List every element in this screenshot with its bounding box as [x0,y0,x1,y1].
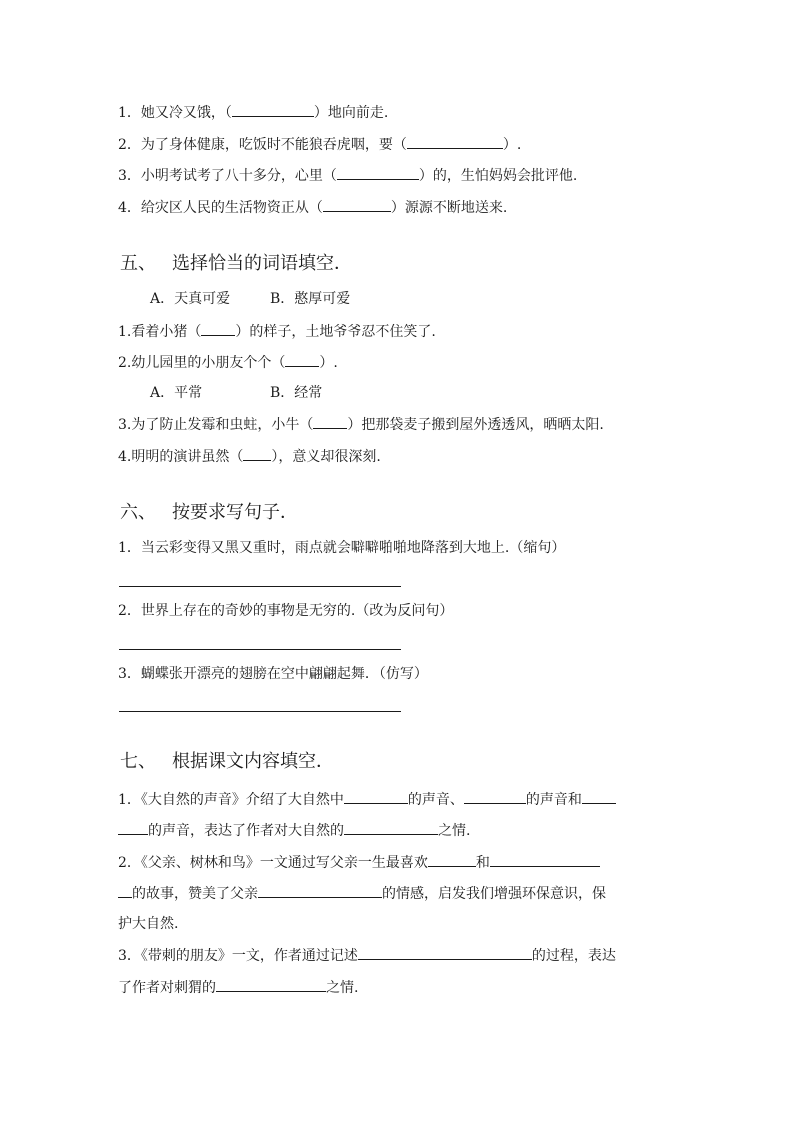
answer-blank[interactable] [464,789,526,804]
s5-question-4: 4.明明的演讲虽然（ ），意义却很深刻. [118,446,678,467]
answer-blank[interactable] [428,852,476,867]
s5-question-3: 3.为了防止发霉和虫蛀，小牛（ ）把那袋麦子搬到屋外透透风，晒晒太阳. [118,414,678,435]
answer-blank[interactable] [490,852,600,867]
answer-blank[interactable] [582,789,616,804]
s7-question-2-line-2: 的故事，赞美了父亲 的情感，启发我们增强环保意识，保 [118,883,678,904]
answer-blank[interactable] [344,820,438,835]
answer-blank[interactable] [118,883,132,898]
answer-blank[interactable] [201,321,235,336]
s4-question-2: 2．为了身体健康，吃饭时不能狼吞虎咽，要（ ）. [118,134,678,155]
s5-question-1: 1.看着小猪（ ）的样子，土地爷爷忍不住笑了. [118,321,678,342]
answer-blank[interactable] [285,352,319,367]
section-7-heading: 七、 根据课文内容填空． [120,751,334,772]
section-6-heading: 六、 按要求写句子． [120,502,298,523]
s4-question-3: 3．小明考试考了八十多分，心里（ ）的，生怕妈妈会批评他. [118,165,678,186]
answer-blank[interactable] [323,197,391,212]
s6-question-1: 1．当云彩变得又黑又重时，雨点就会噼噼啪啪地降落到大地上.（缩句） [118,540,566,556]
option-a-2: A．平常 [150,385,203,401]
s4-question-4: 4．给灾区人民的生活物资正从（ ）源源不断地送来. [118,197,678,218]
s7-question-2-line-1: 2．《父亲、树林和鸟》一文通过写父亲一生最喜欢 和 [118,852,678,873]
s7-question-2-line-3: 护大自然. [118,916,179,932]
option-a-1: A．天真可爱 [150,291,231,307]
s7-question-1-line-2: 的声音，表达了作者对大自然的 之情. [118,820,678,841]
section-5-heading: 五、 选择恰当的词语填空． [120,253,352,274]
answer-blank[interactable] [243,446,271,461]
answer-blank[interactable] [232,102,314,117]
answer-blank[interactable] [258,883,382,898]
s7-question-3-line-2: 了作者对刺猬的 之情. [118,977,678,998]
answer-line[interactable] [119,649,401,650]
answer-line[interactable] [119,586,401,587]
answer-blank[interactable] [216,977,326,992]
answer-blank[interactable] [313,414,347,429]
answer-blank[interactable] [344,789,408,804]
answer-line[interactable] [119,711,401,712]
s6-question-2: 2．世界上存在的奇妙的事物是无穷的.（改为反问句） [118,603,454,619]
s4-question-1: 1．她又冷又饿，（ ）地向前走. [118,102,678,123]
option-b-1: B．憨厚可爱 [270,291,351,307]
s7-question-3-line-1: 3．《带刺的朋友》一文，作者通过记述 的过程，表达 [118,945,678,966]
s6-question-3: 3．蝴蝶张开漂亮的翅膀在空中翩翩起舞．（仿写） [118,666,428,682]
option-b-2: B．经常 [270,385,323,401]
answer-blank[interactable] [337,165,419,180]
s7-question-1-line-1: 1．《大自然的声音》介绍了大自然中 的声音、 的声音和 [118,789,678,810]
answer-blank[interactable] [358,945,532,960]
question-number: 1． [118,105,141,121]
s5-question-2: 2.幼儿园里的小朋友个个（ ）. [118,352,678,373]
answer-blank[interactable] [407,134,503,149]
answer-blank[interactable] [118,820,148,835]
